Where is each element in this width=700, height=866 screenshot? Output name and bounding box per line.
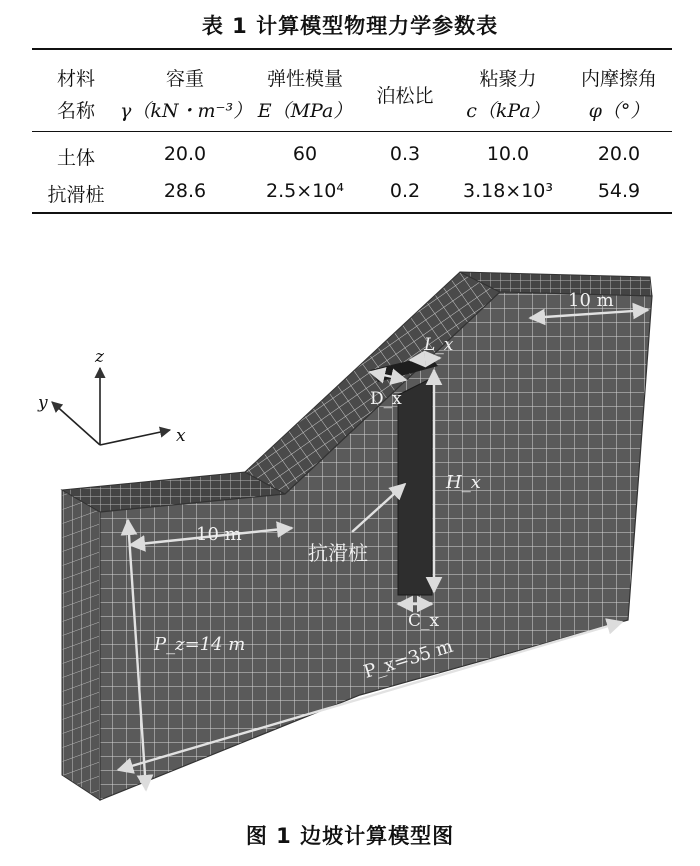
table-caption: 表 1 计算模型物理力学参数表 bbox=[201, 14, 499, 38]
header-cohesion-1: 粘聚力 bbox=[479, 68, 537, 90]
cell-pile-cohesion: 3.18×10³ bbox=[462, 180, 554, 202]
header-cohesion-2: c（kPa） bbox=[466, 100, 550, 122]
label-length: P_x=35 m bbox=[361, 635, 456, 683]
cell-soil-unit-weight: 20.0 bbox=[163, 143, 207, 165]
label-pile-d: D_x bbox=[370, 389, 402, 409]
cell-soil-cohesion: 10.0 bbox=[486, 143, 530, 165]
slope-model-figure bbox=[40, 246, 670, 816]
cell-soil-modulus: 60 bbox=[292, 143, 318, 165]
header-modulus-2: E（MPa） bbox=[257, 100, 353, 122]
header-friction-2: φ（°） bbox=[588, 100, 650, 122]
label-pile-c: C_x bbox=[408, 611, 440, 631]
table-mid-rule bbox=[32, 131, 672, 132]
cell-pile-modulus: 2.5×10⁴ bbox=[266, 180, 344, 202]
header-poisson: 泊松比 bbox=[376, 85, 434, 107]
label-height: P_z=14 m bbox=[154, 634, 246, 655]
header-unit-weight-1: 容重 bbox=[165, 68, 204, 90]
label-left-width: 10 m bbox=[196, 524, 242, 545]
cell-pile-unit-weight: 28.6 bbox=[163, 180, 207, 202]
axis-triad bbox=[52, 368, 170, 445]
label-top-width: 10 m bbox=[568, 290, 614, 311]
cell-soil-friction: 20.0 bbox=[597, 143, 641, 165]
table-bottom-rule bbox=[32, 212, 672, 214]
cell-pile-friction: 54.9 bbox=[597, 180, 641, 202]
cell-pile-name: 抗滑桩 bbox=[47, 184, 105, 206]
axis-x-label: x bbox=[176, 426, 186, 446]
header-unit-weight-2: γ（kN・m⁻³） bbox=[120, 100, 253, 122]
header-modulus-1: 弹性模量 bbox=[266, 68, 343, 90]
header-material-2: 名称 bbox=[56, 100, 95, 122]
header-friction-1: 内摩擦角 bbox=[580, 68, 657, 90]
cell-pile-poisson: 0.2 bbox=[389, 180, 421, 202]
axis-y-label: y bbox=[38, 393, 48, 413]
cell-soil-poisson: 0.3 bbox=[389, 143, 421, 165]
label-pile-l: L_x bbox=[424, 335, 454, 355]
label-pile: 抗滑桩 bbox=[308, 541, 368, 565]
cell-soil-name: 土体 bbox=[56, 147, 95, 169]
label-pile-h: H_x bbox=[446, 472, 481, 493]
axis-z-label: z bbox=[95, 347, 104, 367]
header-material-1: 材料 bbox=[56, 68, 95, 90]
figure-caption: 图 1 边坡计算模型图 bbox=[245, 824, 455, 848]
table-top-rule bbox=[32, 48, 672, 50]
left-side-face bbox=[62, 490, 100, 800]
